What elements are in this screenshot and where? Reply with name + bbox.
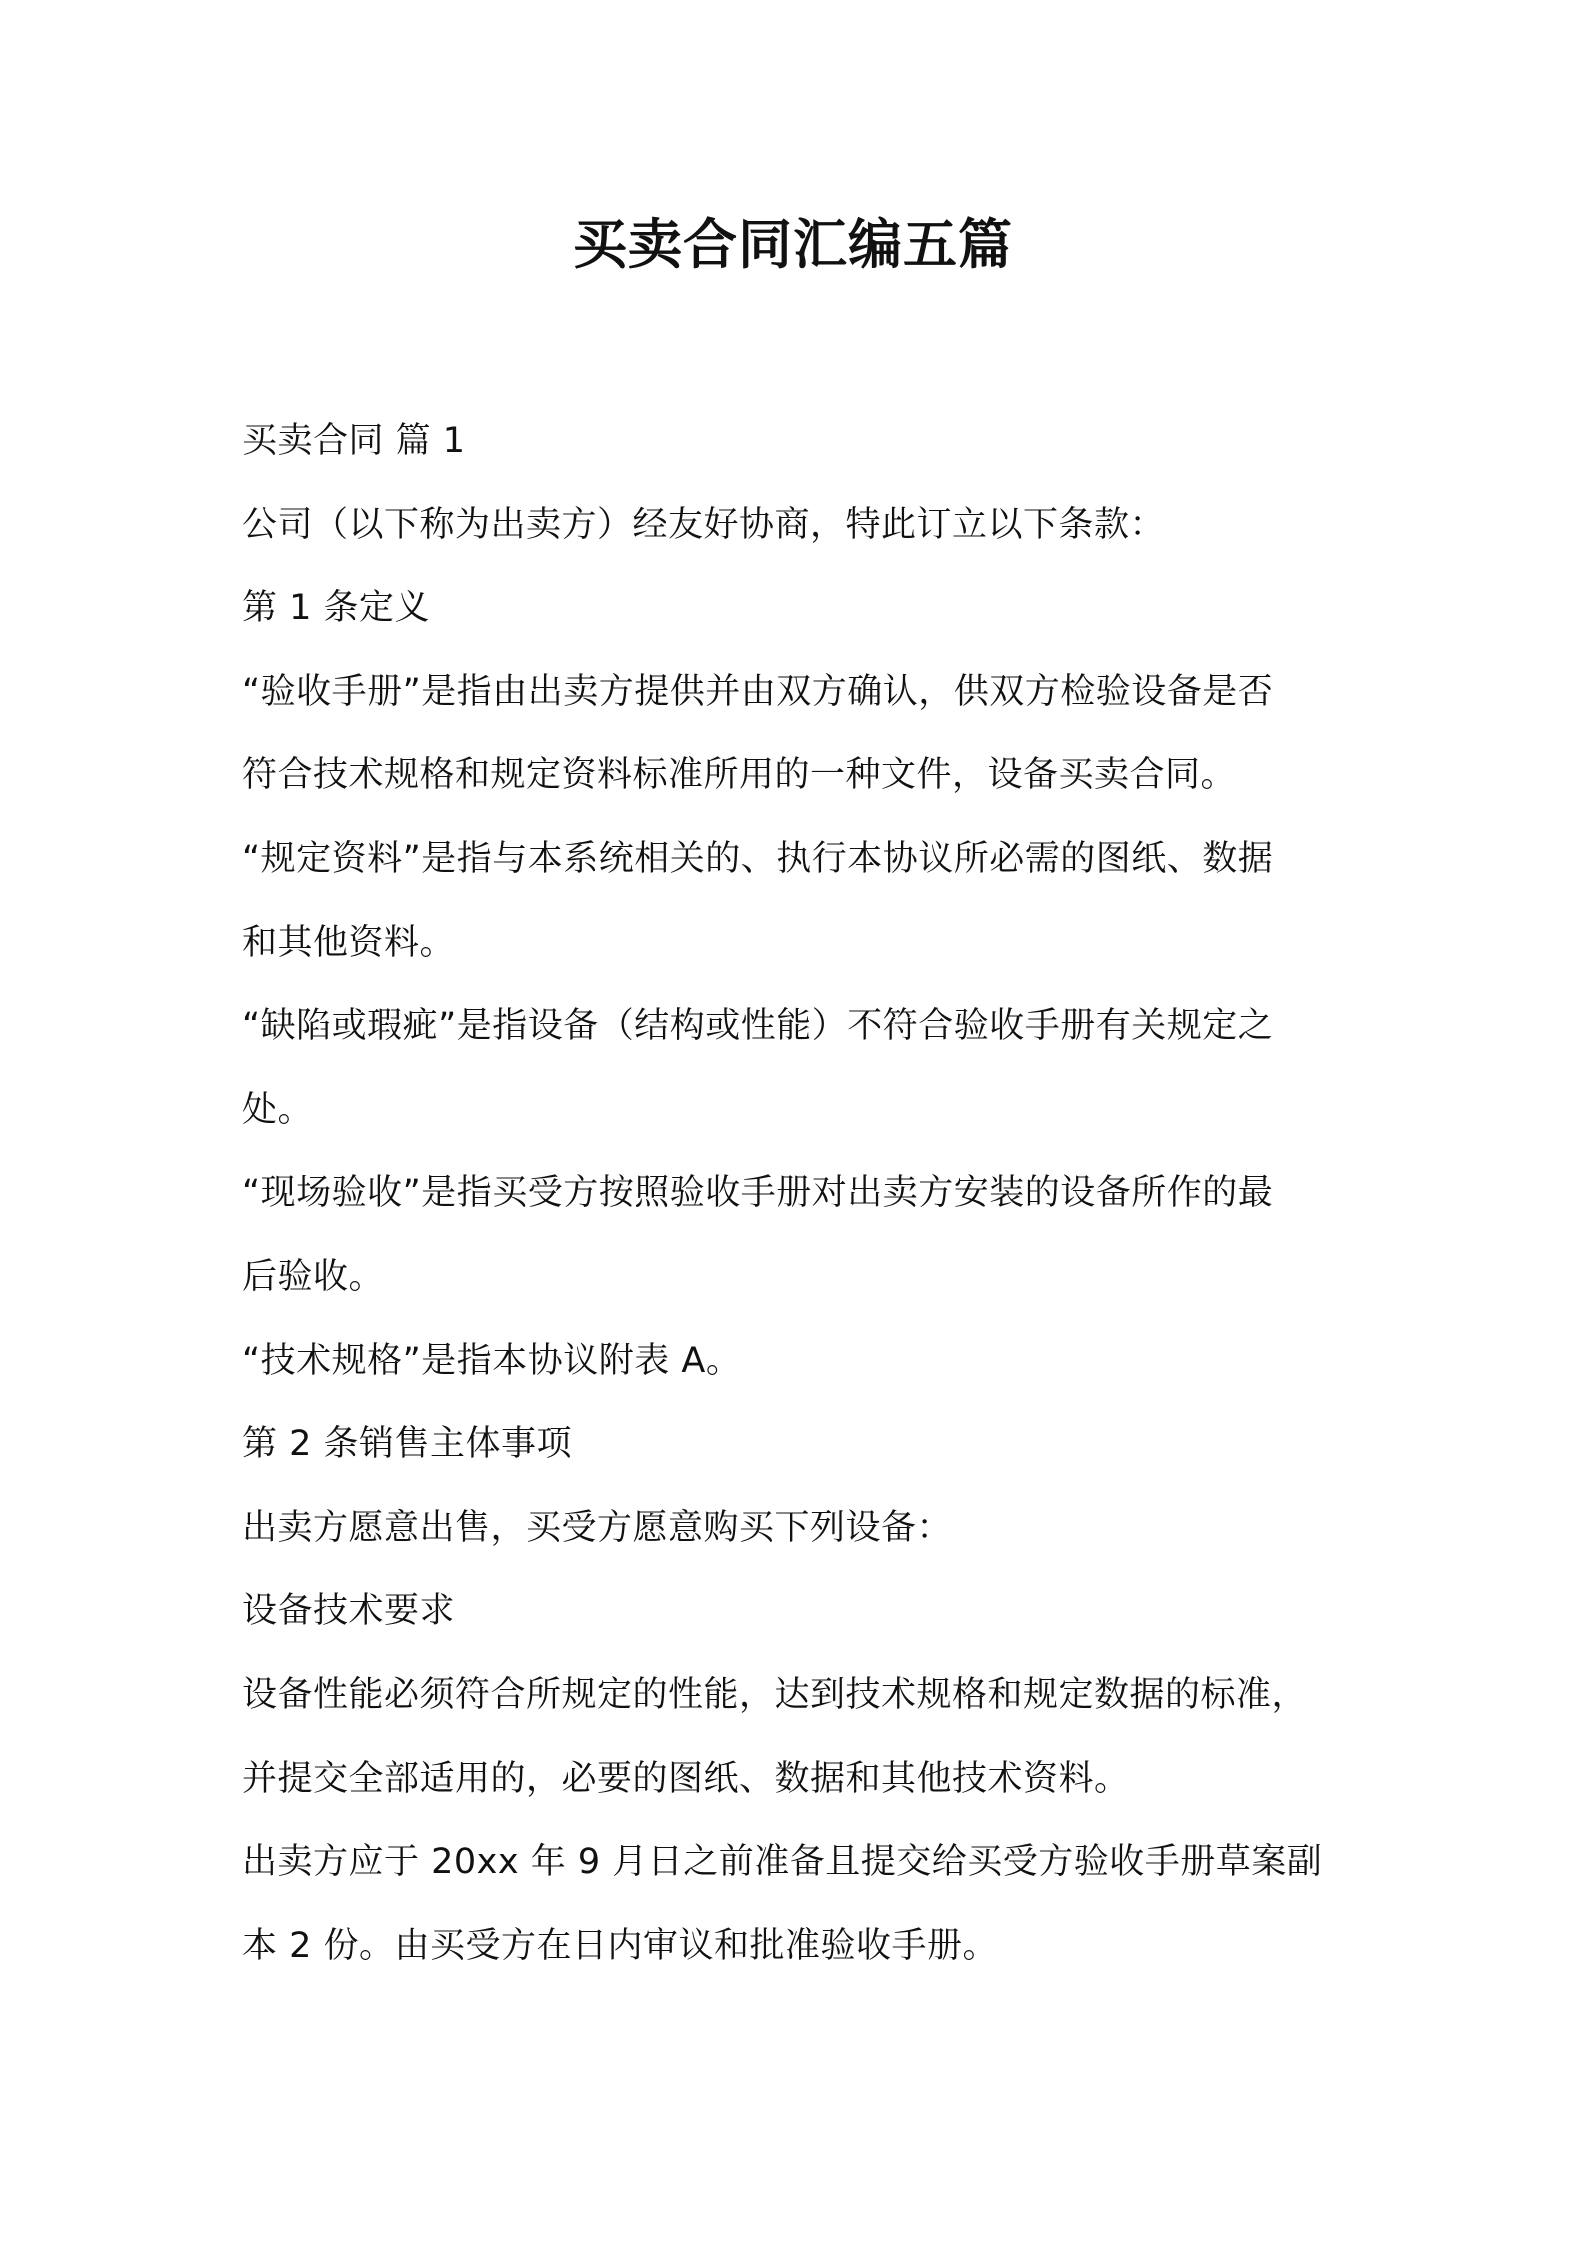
clause-heading: 第 2 条销售主体事项 xyxy=(242,1424,573,1465)
paragraph-line: 设备性能必须符合所规定的性能，达到技术规格和规定数据的标准， xyxy=(242,1674,1308,1715)
paragraph-line: 后验收。 xyxy=(242,1256,385,1297)
section-heading: 买卖合同 篇 1 xyxy=(242,421,466,461)
paragraph-line: 设备技术要求 xyxy=(242,1591,456,1632)
paragraph-line: “现场验收”是指买受方按照验收手册对出卖方安装的设备所作的最 xyxy=(242,1173,1274,1214)
paragraph-line: “技术规格”是指本协议附表 A。 xyxy=(242,1340,742,1381)
paragraph-line: 处。 xyxy=(242,1089,314,1130)
paragraph-line: “验收手册”是指由出卖方提供并由双方确认，供双方检验设备是否 xyxy=(242,671,1274,712)
document-title: 买卖合同汇编五篇 xyxy=(573,213,1013,276)
paragraph-line: 出卖方愿意出售，买受方愿意购买下列设备： xyxy=(242,1507,953,1548)
paragraph-line: 并提交全部适用的，必要的图纸、数据和其他技术资料。 xyxy=(242,1758,1130,1799)
paragraph-line: “缺陷或瑕疵”是指设备（结构或性能）不符合验收手册有关规定之 xyxy=(242,1006,1274,1047)
paragraph-line: 本 2 份。由买受方在日内审议和批准验收手册。 xyxy=(242,1925,999,1966)
paragraph-line: “规定资料”是指与本系统相关的、执行本协议所必需的图纸、数据 xyxy=(242,838,1274,879)
paragraph-line: 出卖方应于 20xx 年 9 月日之前准备且提交给买受方验收手册草案副 xyxy=(242,1842,1323,1883)
paragraph-line: 和其他资料。 xyxy=(242,922,456,963)
paragraph-line: 公司（以下称为出卖方）经友好协商，特此订立以下条款： xyxy=(242,504,1166,545)
paragraph-line: 符合技术规格和规定资料标准所用的一种文件，设备买卖合同。 xyxy=(242,755,1237,796)
document-body xyxy=(242,400,1362,1988)
clause-heading: 第 1 条定义 xyxy=(242,588,431,629)
